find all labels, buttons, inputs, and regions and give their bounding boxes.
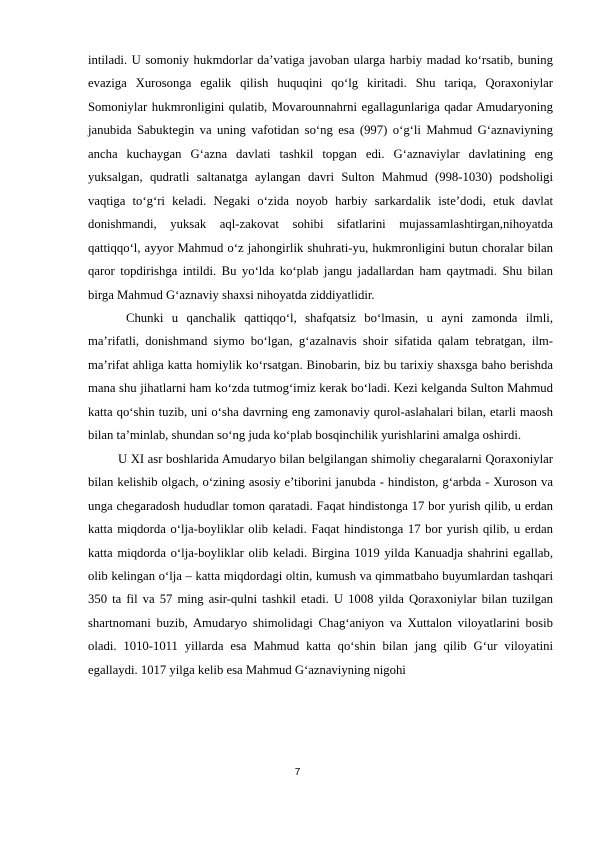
page-body [88,49,553,682]
paragraph-2: Chunki u qanchalik qattiqqo‘l, shafqatsiz bo‘lmasin, u ayni zamonda ilmli, ma’rifatli, donishmand siymo bo‘lgan, g‘azalnavis shoir sifatida qalam tebratgan, ilm-ma’rifat ahliga katta homiylik ko‘rsatgan. Binobarin, biz bu tarixiy shaxsga baho berishda mana shu jihatlarni ham ko‘zda tutmog‘imiz kerak bo‘ladi. Kezi kelganda Sulton Mahmud katta qo‘shin tuzib, uni o‘sha davrning eng zamonaviy qurol-aslahalari bilan, etarli maosh bilan ta’minlab, shundan so‘ng juda ko‘plab bosqinchilik yurishlarini amalga oshirdi. [88,310,553,443]
page-number: 7 [294,767,301,778]
paragraph-1: intiladi. U somoniy hukmdorlar da’vatiga javoban ularga harbiy madad ko‘rsatib, buning evaziga Xurosonga egalik qilish huquqini qo‘lg kiritadi. Shu tariqa, Qoraxoniylar Somoniylar hukmronligini qulatib, Movarounnahrni egallagunlariga qadar Amudaryoning janubida Sabuktegin va uning vafotidan so‘ng esa (997) o‘g‘li Mahmud G‘aznaviyning ancha kuchaygan G‘azna davlati tashkil topgan edi. G‘aznaviylar davlatining eng yuksalgan, qudratli saltanatga aylangan davri Sulton Mahmud (998-1030) podsholigi vaqtiga to‘g‘ri keladi. Negaki o‘zida noyob harbiy sarkardalik iste’dodi, etuk davlat donishmandi, yuksak aql-zakovat sohibi sifatlarini mujassamlashtirgan,nihoyatda qattiqqo‘l, ayyor Mahmud o‘z jahongirlik shuhrati-yu, hukmronligini butun choralar bilan qaror topdirishga intildi. Bu yo‘lda ko‘plab jangu jadallardan ham qaytmadi. Shu bilan birga Mahmud G‘aznaviy shaxsi nihoyatda ziddiyatlidir. [88,53,553,302]
paragraph-3: U XI asr boshlarida Amudaryo bilan belgilangan shimoliy chegaralarni Qoraxoniylar bilan kelishib olgach, o‘zining asosiy e’tiborini janubda - hindiston, g‘arbda - Xuroson va unga chegaradosh hududlar tomon qaratadi. Faqat hindistonga 17 bor yurish qilib, u erdan katta miqdorda o‘lja-boyliklar olib keladi. Faqat hindistonga 17 bor yurish qilib, u erdan katta miqdorda o‘lja-boyliklar olib keladi. Birgina 1019 yilda Kanuadja shahrini egallab, olib kelingan o‘lja – katta miqdordagi oltin, kumush va qimmatbaho buyumlardan tashqari 350 ta fil va 57 ming asir-qulni tashkil etadi. U 1008 yilda Qoraxoniylar bilan tuzilgan shartnomani buzib, Amudaryo shimolidagi Chag‘aniyon va Xuttalon viloyatlarini bosib oladi. 1010-1011 yillarda esa Mahmud katta qo‘shin bilan jang qilib G‘ur viloyatini egallaydi. 1017 yilga kelib esa Mahmud G‘aznaviyning nigohi [88,451,553,677]
